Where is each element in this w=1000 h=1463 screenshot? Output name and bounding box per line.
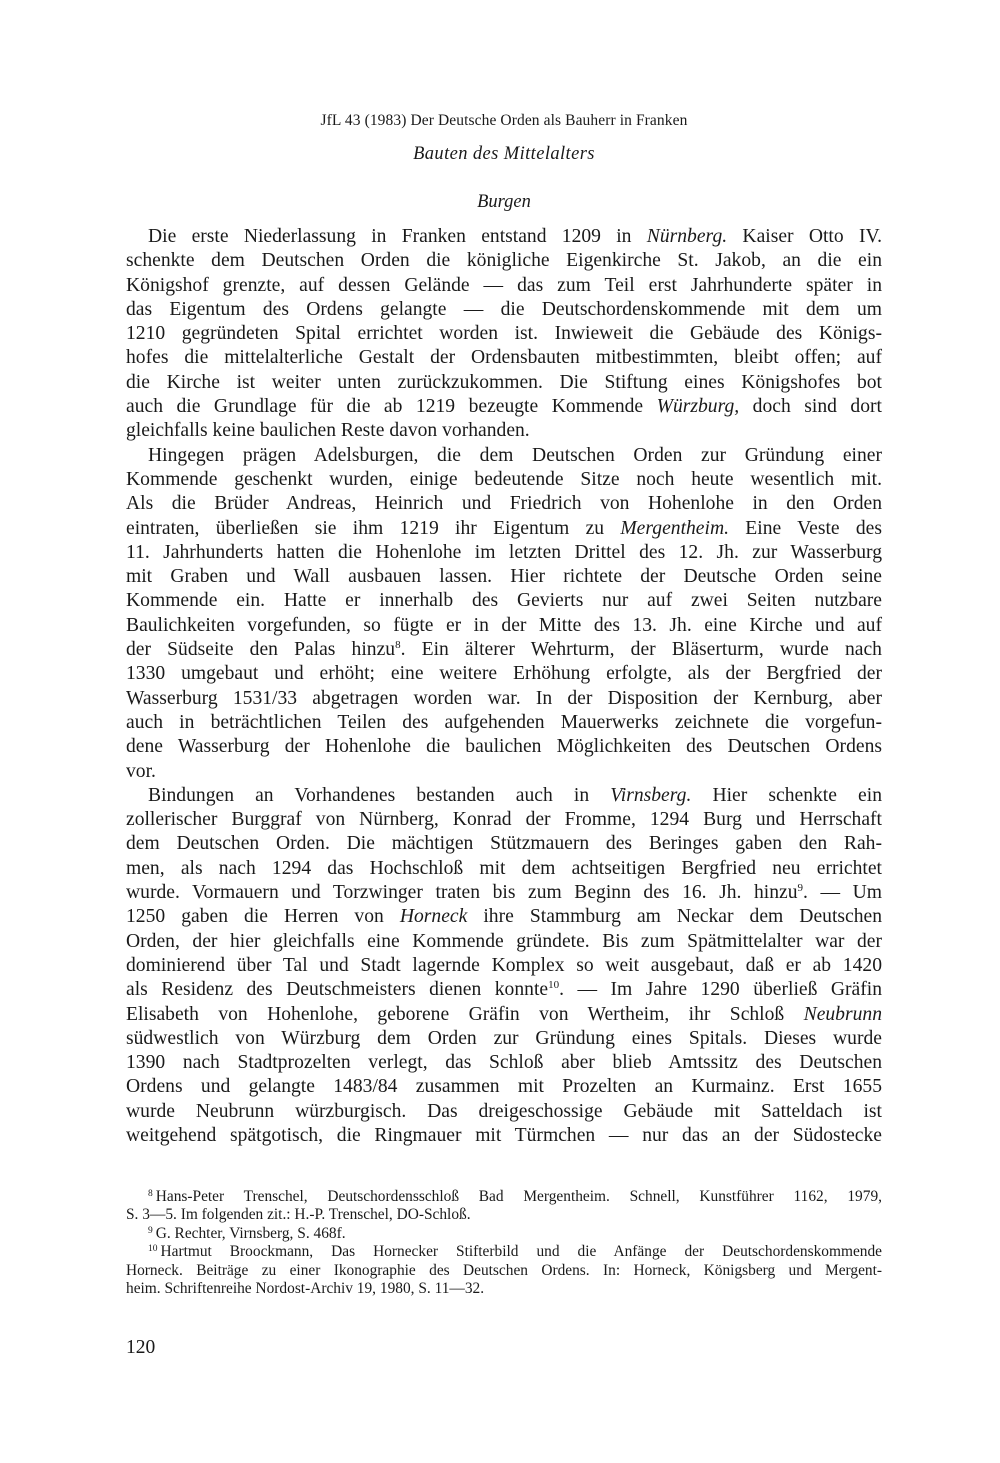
text-run: Kommende ein. Hatte er innerhalb des Gevierts nur auf zwei Seiten nutzbare — [126, 590, 882, 612]
subsection-title: Burgen — [477, 192, 531, 212]
footnote-reference: 10 — [548, 979, 560, 992]
text-run: 1390 nach Stadtprozelten verlegt, das Schloß aber blieb Amtssitz des Deutschen — [126, 1052, 882, 1074]
body-line — [126, 881, 882, 905]
footnote-text: Hans-Peter Trenschel, Deutschordensschloß Bad Mergentheim. Schnell, Kunstführer 1162, 1979, — [155, 1188, 882, 1205]
body-line — [126, 565, 882, 589]
footnote-reference: 9 — [797, 882, 804, 895]
text-run: Als die Brüder Andreas, Heinrich und Friedrich von Hohenlohe in den Orden — [126, 493, 882, 515]
body-line — [126, 419, 882, 443]
body-line — [126, 225, 882, 249]
footnote-line — [126, 1262, 882, 1280]
footnote-text: S. 3—5. Im folgenden zit.: H.-P. Trenschel, DO-Schloß. — [126, 1206, 471, 1224]
body-line — [126, 1051, 882, 1075]
body-line — [126, 832, 882, 856]
text-run: . Ein älterer Wehrturm, der Bläserturm, wurde nach — [400, 639, 882, 661]
body-line — [126, 298, 882, 322]
text-run: weitgehend spätgotisch, die Ringmauer mit Türmchen — nur das an der Südostecke — [126, 1124, 882, 1146]
text-run: Ordens und gelangte 1483/84 zusammen mit Prozelten an Kurmainz. Erst 1655 — [126, 1076, 882, 1098]
footnote-text: Hartmut Broockmann, Das Hornecker Stifterbild und die Anfänge der Deutschordenskommende — [160, 1243, 882, 1261]
text-run: Baulichkeiten vorgefunden, so fügte er in der Mitte des 13. Jh. eine Kirche und auf — [126, 614, 882, 636]
body-line — [126, 395, 882, 419]
body-text — [126, 225, 882, 1148]
footnote-line — [126, 1206, 882, 1224]
footnote-number: 9 — [148, 1225, 153, 1236]
text-run: dene Wasserburg der Hohenlohe die baulichen Möglichkeiten des Deutschen Ordens — [126, 736, 882, 758]
text-run: men, als nach 1294 das Hochschloß mit dem achtseitigen Bergfried neu errichtet — [126, 857, 882, 879]
place-name: Virnsberg. — [610, 784, 692, 806]
body-line — [126, 954, 882, 978]
text-run: Königshof grenzte, auf dessen Gelände — das zum Teil erst Jahrhunderte später in — [126, 274, 882, 296]
body-line — [126, 444, 882, 468]
text-run: Bindungen an Vorhandenes bestanden auch in — [148, 784, 611, 806]
body-line — [126, 614, 882, 638]
footnote-text: heim. Schriftenreihe Nordost-Archiv 19, 1980, S. 11—32. — [126, 1279, 485, 1297]
text-run: hofes die mittelalterliche Gestalt der Ordensbauten mitbestimmten, bleibt offen; auf — [126, 347, 882, 369]
text-run: dominierend über Tal und Stadt lagernde Komplex so weit ausgebaut, daß er ab 1420 — [126, 954, 882, 976]
text-run: als Residenz des Deutschmeisters dienen konnte — [126, 979, 549, 1001]
text-run: Eine Veste des — [729, 517, 882, 539]
body-line — [126, 784, 882, 808]
body-line — [126, 687, 882, 711]
text-run: 1330 umgebaut und erhöht; eine weitere Erhöhung erfolgte, als der Bergfried der — [126, 663, 882, 685]
footnotes — [126, 1188, 882, 1298]
body-line — [126, 905, 882, 929]
body-line — [126, 371, 882, 395]
text-run: vor. — [126, 760, 156, 782]
footnote-line — [126, 1280, 882, 1298]
body-line — [126, 541, 882, 565]
text-run: Orden, der hier gleichfalls eine Kommende gründete. Bis zum Spätmittelalter war der — [126, 930, 882, 952]
body-line — [126, 808, 882, 832]
place-name: Neubrunn — [803, 1003, 882, 1025]
text-run: auch die Grundlage für die ab 1219 bezeugte Kommende — [126, 396, 657, 418]
body-line — [126, 760, 882, 784]
footnote-text: G. Rechter, Virnsberg, S. 468f. — [155, 1224, 346, 1242]
footnote-line — [126, 1188, 882, 1206]
text-run: die Kirche ist weiter unten zurückzukommen. Die Stiftung eines Königshofes bot — [126, 371, 882, 393]
body-line — [126, 638, 882, 662]
text-run: 11. Jahrhunderts hatten die Hohenlohe im letzten Drittel des 12. Jh. zur Wasserburg — [126, 541, 882, 563]
body-line — [126, 857, 882, 881]
section-title: Bauten des Mittelalters — [413, 144, 595, 164]
text-run: gleichfalls keine baulichen Reste davon vorhanden. — [126, 420, 530, 442]
body-line — [126, 589, 882, 613]
body-line — [126, 322, 882, 346]
body-line — [126, 346, 882, 370]
text-run: der Südseite den Palas hinzu — [126, 639, 396, 661]
body-line — [126, 978, 882, 1002]
text-run: zollerischer Burggraf von Nürnberg, Konrad der Fromme, 1294 Burg und Herrschaft — [126, 809, 882, 831]
page-number: 120 — [126, 1337, 156, 1358]
body-line — [126, 468, 882, 492]
text-run: eintraten, überließen sie ihm 1219 ihr Eigentum zu — [126, 517, 621, 539]
text-run: auch in beträchtlichen Teilen des aufgehenden Mauerwerks zeichnete die vorgefun- — [126, 711, 882, 733]
text-run: 1210 gegründeten Spital errichtet worden ist. Inwieweit die Gebäude des Königs- — [126, 323, 882, 345]
text-run: . — Um — [803, 882, 883, 904]
place-name: Würzburg, — [656, 396, 740, 418]
body-line — [126, 492, 882, 516]
text-run: Elisabeth von Hohenlohe, geborene Gräfin von Wertheim, ihr Schloß — [126, 1003, 804, 1025]
place-name: Nürnberg. — [646, 226, 728, 247]
body-line — [126, 249, 882, 273]
footnote-text: Horneck. Beiträge zu einer Ikonographie des Deutschen Ordens. In: Horneck, Königsberg und Mergent- — [126, 1261, 882, 1279]
text-run: wurde. Vormauern und Torzwinger traten bis zum Beginn des 16. Jh. hinzu — [126, 882, 798, 904]
body-line — [126, 1124, 882, 1148]
footnote-number: 10 — [148, 1244, 158, 1255]
body-line — [126, 1075, 882, 1099]
body-line — [126, 735, 882, 759]
text-run: . — Im Jahre 1290 überließ Gräfin — [559, 979, 882, 1001]
text-run: Kaiser Otto IV. — [727, 226, 882, 247]
text-run: Wasserburg 1531/33 abgetragen worden war. In der Disposition der Kernburg, aber — [126, 687, 882, 709]
text-run: mit Graben und Wall ausbauen lassen. Hier richtete der Deutsche Orden seine — [126, 566, 882, 588]
body-line — [126, 517, 882, 541]
text-run: dem Deutschen Orden. Die mächtigen Stützmauern des Beringes gaben den Rah- — [126, 833, 882, 855]
text-run: Hingegen prägen Adelsburgen, die dem Deutschen Orden zur Gründung einer — [148, 444, 882, 466]
footnote-reference: 8 — [395, 639, 401, 652]
text-run: Hier schenkte ein — [691, 784, 882, 806]
body-line — [126, 662, 882, 686]
text-run: südwestlich von Würzburg dem Orden zur Gründung eines Spitals. Dieses wurde — [126, 1027, 882, 1049]
body-line — [126, 1027, 882, 1051]
text-run: ihre Stammburg am Neckar dem Deutschen — [467, 906, 882, 928]
text-run: doch sind dort — [739, 396, 882, 418]
place-name: Horneck — [399, 906, 468, 928]
text-run: schenkte dem Deutschen Orden die königliche Eigenkirche St. Jakob, an die ein — [126, 250, 882, 272]
text-run: wurde Neubrunn würzburgisch. Das dreigeschossige Gebäude mit Satteldach ist — [126, 1100, 882, 1122]
footnote-number: 8 — [148, 1189, 153, 1199]
running-head: JfL 43 (1983) Der Deutsche Orden als Bauherr in Franken — [320, 112, 688, 129]
place-name: Mergentheim. — [620, 517, 729, 539]
body-line — [126, 930, 882, 954]
text-run: Die erste Niederlassung in Franken entstand 1209 in — [148, 226, 647, 247]
text-run: Kommende geschenkt wurden, einige bedeutende Sitze noch heute wesentlich mit. — [126, 468, 882, 490]
text-run: das Eigentum des Ordens gelangte — die Deutschordenskommende mit dem um — [126, 298, 882, 320]
body-line — [126, 711, 882, 735]
body-line — [126, 1100, 882, 1124]
footnote-line — [126, 1243, 882, 1261]
body-line — [126, 1003, 882, 1027]
footnote-line — [126, 1225, 882, 1243]
body-line — [126, 274, 882, 298]
text-run: 1250 gaben die Herren von — [126, 906, 400, 928]
